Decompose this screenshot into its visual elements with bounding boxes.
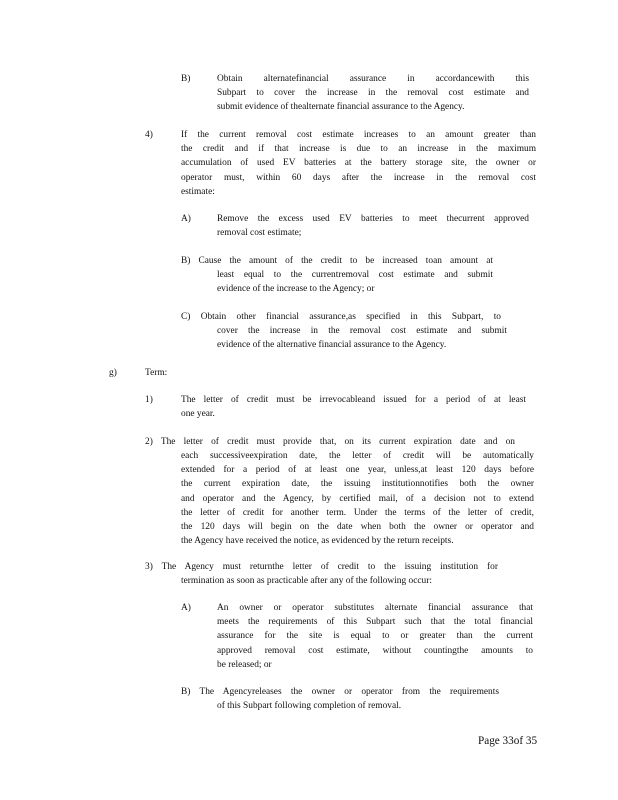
paragraph-4b-first-line xyxy=(181,254,493,268)
paragraph-line: one year. xyxy=(181,409,215,420)
paragraph-g3b-continuation xyxy=(217,699,445,713)
paragraph-line: and operator and the Agency, by certified mail, of a decision not to extend xyxy=(181,493,534,504)
paragraph-line: accumulation of used EV batteries at the battery storage site, the owner or xyxy=(181,158,536,169)
paragraph-line: C) Obtain other financial assurance,as specified in this Subpart, to xyxy=(181,312,501,322)
paragraph-line: evidence of the increase to the Agency; or xyxy=(217,284,375,295)
paragraph-line: 2) The letter of credit must provide that, on its current expiration date and on xyxy=(145,437,515,447)
paragraph-line: removal cost estimate; xyxy=(217,228,302,239)
section-label-g: g) xyxy=(109,368,117,378)
section-title-term: Term: xyxy=(145,368,168,378)
paragraph-4c-continuation xyxy=(217,324,507,352)
paragraph-line: B) The Agencyreleases the owner or operator from the requirements xyxy=(181,687,499,697)
paragraph-line: operator must, within 60 days after the increase in the removal cost xyxy=(181,172,536,183)
paragraph-line: of this Subpart following completion of removal. xyxy=(217,701,402,711)
paragraph-line: meets the requirements of this Subpart such that the total financial xyxy=(217,617,533,628)
item-label-b: B) xyxy=(181,74,191,84)
paragraph-g3-continuation xyxy=(181,574,498,588)
paragraph-g3b-first-line xyxy=(181,685,499,699)
paragraph-line: each successiveexpiration date, the letter of credit will be automatically xyxy=(181,451,534,461)
paragraph-line: extended for a period of at least one year, unless,at least 120 days before xyxy=(181,465,534,476)
paragraph-line: the current expiration date, the issuing institutionnotifies both the owner xyxy=(181,479,534,490)
item-label-g1: 1) xyxy=(145,395,153,405)
paragraph-g1 xyxy=(181,393,526,421)
paragraph-line: 3) The Agency must returnthe letter of credit to the issuing institution for xyxy=(145,562,498,572)
paragraph-g2-continuation xyxy=(181,449,534,548)
paragraph-4c-first-line xyxy=(181,310,501,324)
paragraph-4a xyxy=(217,212,529,240)
item-label-4a: A) xyxy=(181,214,191,224)
paragraph-line: the Agency have received the notice, as evidenced by the return receipts. xyxy=(181,536,454,547)
paragraph-line: estimate: xyxy=(181,186,215,197)
paragraph-4 xyxy=(181,128,536,199)
paragraph-line: approved removal cost estimate, without countingthe amounts to xyxy=(217,645,533,656)
paragraph-line: evidence of the alternative financial assurance to the Agency. xyxy=(217,340,447,351)
paragraph-line: the credit and if that increase is due to an increase in the maximum xyxy=(181,144,536,155)
paragraph-4b-continuation xyxy=(217,268,493,296)
paragraph-g3a xyxy=(217,601,533,672)
paragraph-line: be released; or xyxy=(217,659,272,670)
paragraph-line: submit evidence of thealternate financial assurance to the Agency. xyxy=(217,102,465,113)
paragraph-line: An owner or operator substitutes alternate financial assurance that xyxy=(217,603,533,613)
page-number: Page 33of 35 xyxy=(478,735,538,747)
paragraph-line: Remove the excess used EV batteries to meet thecurrent approved xyxy=(217,214,529,224)
paragraph-line: Subpart to cover the increase in the removal cost estimate and xyxy=(217,88,529,99)
paragraph-line: the 120 days will begin on the date when both the owner or operator and xyxy=(181,522,534,533)
paragraph-line: B) Cause the amount of the credit to be increased toan amount at xyxy=(181,256,493,266)
paragraph-b xyxy=(217,72,529,115)
paragraph-line: assurance for the site is equal to or greater than the current xyxy=(217,631,533,642)
paragraph-line: termination as soon as practicable after any of the following occur: xyxy=(181,576,432,586)
paragraph-g2-first-line xyxy=(145,435,515,449)
paragraph-line: least equal to the currentremoval cost estimate and submit xyxy=(217,270,493,280)
paragraph-line: Obtain alternatefinancial assurance in accordancewith this xyxy=(217,74,529,84)
paragraph-line: the letter of credit for another term. Under the terms of the letter of credit, xyxy=(181,507,534,518)
paragraph-line: If the current removal cost estimate increases to an amount greater than xyxy=(181,130,536,140)
paragraph-line: The letter of credit must be irrevocableand issued for a period of at least xyxy=(181,395,526,405)
paragraph-line: cover the increase in the removal cost estimate and submit xyxy=(217,326,507,336)
item-label-g3a: A) xyxy=(181,603,191,613)
item-label-4: 4) xyxy=(145,130,153,140)
paragraph-g3-first-line xyxy=(145,560,498,574)
